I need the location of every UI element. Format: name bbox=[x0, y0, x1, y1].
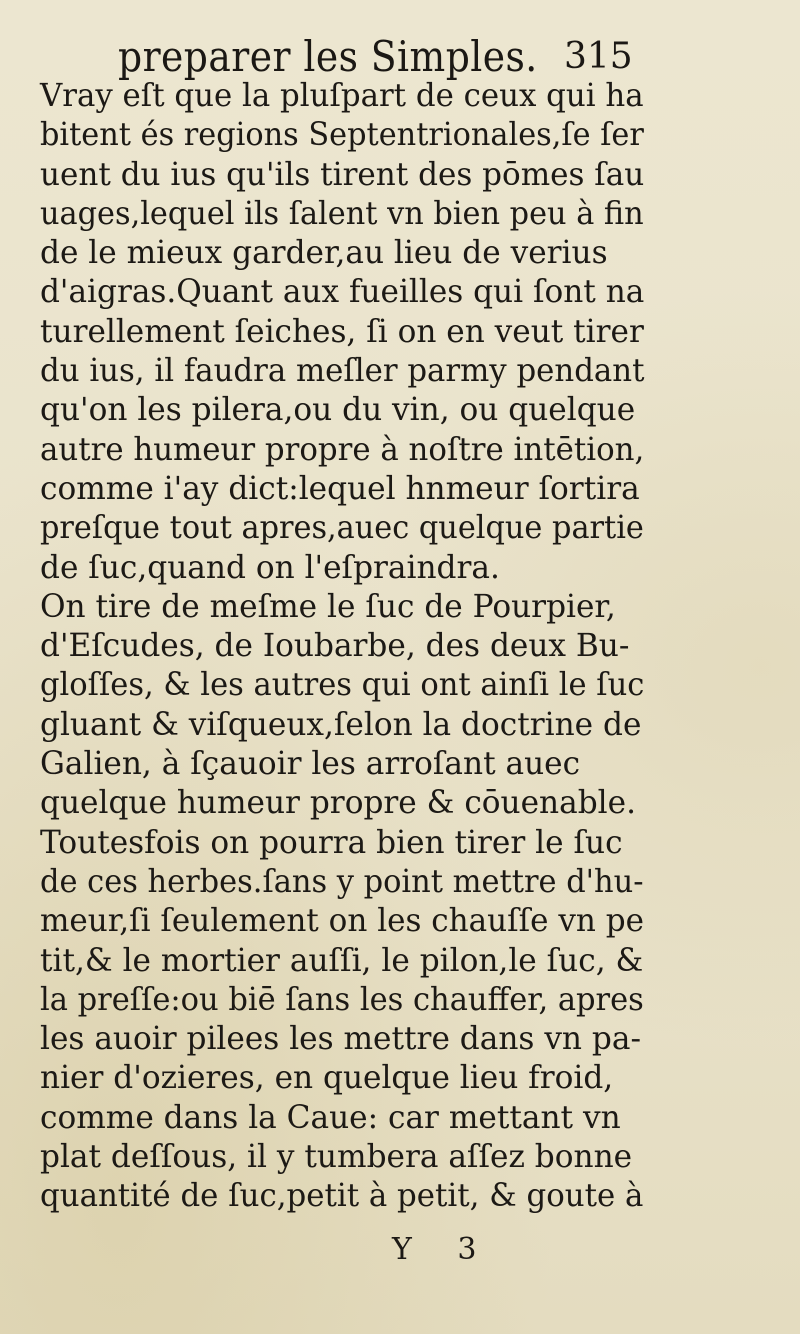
body-text bbox=[40, 76, 660, 1216]
text-line: comme dans la Caue: car mettant vn bbox=[40, 1097, 621, 1136]
running-title: preparer les Simples. bbox=[118, 32, 538, 81]
text-line: Galien, à ſçauoir les arroſant auec bbox=[40, 744, 581, 783]
text-line: gloſſes, & les autres qui ont ainſi le ſuc bbox=[40, 665, 645, 704]
text-line: de le mieux garder,au lieu de verius bbox=[40, 233, 608, 272]
text-line: quelque humeur propre & cōuenable. bbox=[40, 783, 636, 822]
text-line: quantité de ſuc,petit à petit, & goute à bbox=[40, 1176, 644, 1215]
running-head bbox=[118, 26, 658, 82]
text-line: gluant & viſqueux,ſelon la doctrine de bbox=[40, 704, 642, 743]
signature-mark: Y 3 bbox=[392, 1232, 495, 1267]
text-line: du ius, il faudra meſler parmy pendant bbox=[40, 351, 645, 390]
text-line: preſque tout apres,auec quelque partie bbox=[40, 508, 644, 547]
text-line: Toutesfois on pourra bien tirer le ſuc bbox=[40, 822, 623, 861]
text-line: plat deſſous, il y tumbera aſſez bonne bbox=[40, 1137, 633, 1176]
text-line: nier d'ozieres, en quelque lieu froid, bbox=[40, 1058, 614, 1097]
text-line: uent du ius qu'ils tirent des pōmes ſau bbox=[40, 154, 645, 193]
text-line: autre humeur propre à noſtre intētion, bbox=[40, 429, 645, 468]
text-line: uages,lequel ils ſalent vn bien peu à fin bbox=[40, 193, 644, 232]
text-line: On tire de meſme le ſuc de Pourpier, bbox=[40, 586, 616, 625]
text-line: de ces herbes.ſans y point mettre d'hu- bbox=[40, 861, 644, 900]
text-line: d'aigras.Quant aux fueilles qui ſont na bbox=[40, 272, 645, 311]
text-line: la preſſe:ou biē ſans les chauffer, apres bbox=[40, 979, 644, 1018]
text-line: qu'on les pilera,ou du vin, ou quelque bbox=[40, 390, 636, 429]
text-line: turellement ſeiches, ſi on en veut tirer bbox=[40, 311, 644, 350]
text-line: Vray eſt que la pluſpart de ceux qui ha bbox=[40, 76, 644, 114]
text-line: les auoir pilees les mettre dans vn pa- bbox=[40, 1019, 641, 1058]
text-line: meur,ſi ſeulement on les chauſſe vn pe bbox=[40, 901, 645, 940]
page-number: 315 bbox=[564, 36, 633, 77]
text-line: bitent és regions Septentrionales,ſe ſer bbox=[40, 115, 644, 154]
text-line: d'Eſcudes, de Ioubarbe, des deux Bu- bbox=[40, 626, 630, 665]
text-line: de ſuc,quand on l'eſpraindra. bbox=[40, 547, 500, 586]
text-line: comme i'ay dict:lequel hnmeur ſortira bbox=[40, 468, 640, 507]
text-line: tit,& le mortier auſſi, le pilon,le ſuc, & bbox=[40, 940, 644, 979]
